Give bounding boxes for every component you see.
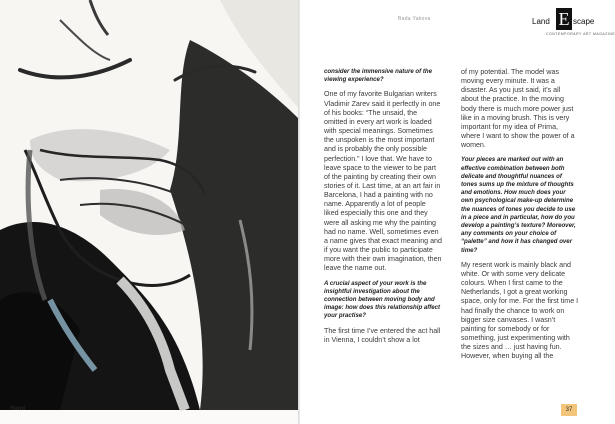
logo-letter-e: E: [556, 8, 572, 30]
left-page-artwork: [0, 0, 300, 424]
logo-tagline: CONTEMPORARY ART MAGAZINE: [546, 32, 615, 36]
magazine-logo: [532, 8, 615, 42]
hand-painting: [0, 0, 300, 410]
text-column-2: [461, 68, 579, 368]
interview-answer: of my potential. The model was moving every minute. It was a disaster. As you just said, it’s all about the practice. In the moving body there is much more power just like in a moving brush. This is very important for my idea of Prima, where I want to show the power of a women.: [461, 68, 575, 150]
text-column-1: [324, 68, 442, 351]
logo-word-scape: scape: [573, 17, 595, 26]
right-page-text: [300, 0, 615, 424]
interview-question: consider the immensive nature of the viewing experience?: [324, 68, 433, 84]
interview-question: Your pieces are marked out with an effective combination between both delicate and thoughtful nuances of tones sums up the mixture of thoughts and emotions. How much does your own psychological make-up determine the nuances of tones you decide to use in a piece and in particular, how do you develop a painting’s texture? Moreover, any comments on your choice of “palette” and how it has changed over time?: [461, 156, 576, 254]
interview-answer: My resent work is mainly black and white. Or with some very delicate colours. When I first came to the Netherlands, I got a great working space, only for me. For the first time I had finally the chance to work on bigger size canvases. I wasn’t painting for somebody or for something, just experimenting with the sizes and … just having fun. However, when buying all the: [461, 260, 579, 361]
interview-answer: One of my favorite Bulgarian writers Vladimir Zarev said it perfectly in one of his books: “The unsaid, the omitted in every art work is loaded with special meanings. Sometimes the unspoken is the most important and is probably the only possible perfection.” I love that. We have to leave space to the viewer to be part of the painting by creating their own stories of it. Last time, at an art fair in Barcelona, I had a painting with no name. Apparently a lot of people liked especially this one and they were all asking me why the painting had no name. Well, sometimes even a name gives that exact meaning and if you want the public to participate more with their own imagination, then leave the name out.: [324, 90, 442, 273]
interview-answer: The first time I’ve entered the act hall in Vienna, I couldn’t show a lot: [324, 326, 441, 344]
logo-word-land: Land: [532, 17, 550, 26]
artwork-caption: Hand: [10, 406, 25, 412]
page-number: 37: [561, 404, 577, 416]
running-head: Bada Yakova: [398, 16, 431, 22]
interview-question: A crucial aspect of your work is the insightful investigation about the connection between moving body and image: how does this relationship affect your practise?: [324, 279, 441, 320]
